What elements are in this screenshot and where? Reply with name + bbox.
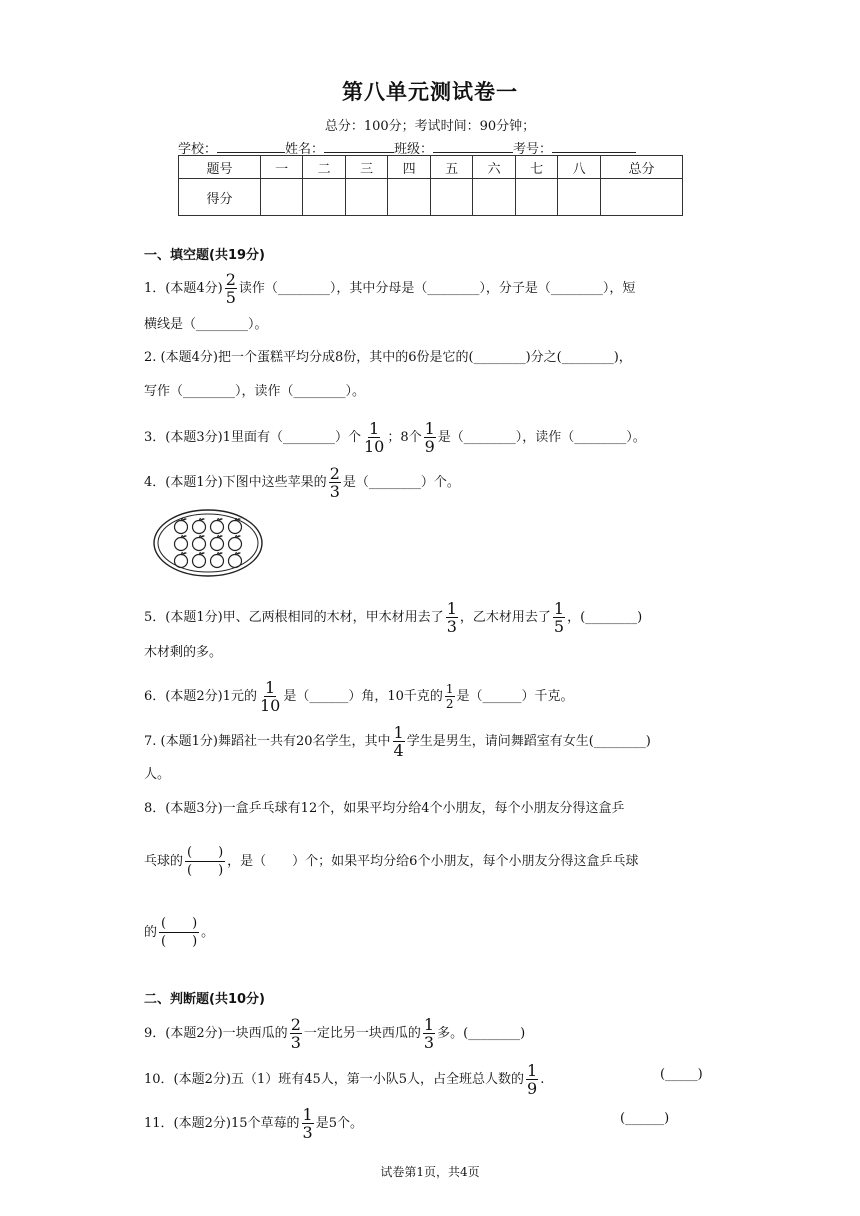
score-cell[interactable] bbox=[558, 179, 601, 216]
fraction bbox=[423, 1016, 435, 1051]
question-text: 是（______）角，10千克的 bbox=[283, 689, 443, 704]
question-text: ，乙木材用去了 bbox=[459, 610, 551, 625]
question-3 bbox=[144, 420, 646, 455]
apple-icon bbox=[211, 518, 224, 534]
fraction-numerator: 1 bbox=[445, 682, 454, 696]
question-text: 学生是男生，请问舞蹈室有女生(________) bbox=[406, 734, 651, 749]
question-text: 6．(本题2分)1元的 bbox=[144, 689, 257, 704]
score-table-score-row bbox=[179, 179, 683, 216]
fraction-numerator: 1 bbox=[393, 723, 404, 742]
fraction-denominator: 10 bbox=[259, 696, 281, 715]
question-text: . bbox=[540, 1072, 545, 1087]
question-7-line-1 bbox=[144, 724, 651, 759]
page-title: 第八单元测试卷一 bbox=[342, 80, 518, 104]
fraction-denominator: 5 bbox=[225, 288, 236, 307]
score-cell[interactable] bbox=[473, 179, 516, 216]
question-text: 是5个。 bbox=[315, 1116, 363, 1131]
apple-icon bbox=[193, 535, 206, 551]
table-cell: 三 bbox=[345, 156, 388, 179]
fraction-numerator: 1 bbox=[302, 1105, 313, 1124]
fraction-numerator: 1 bbox=[446, 599, 457, 618]
question-text: 9．(本题2分)一块西瓜的 bbox=[144, 1026, 288, 1041]
table-cell: 六 bbox=[473, 156, 516, 179]
apples-ellipse-inner bbox=[158, 514, 258, 572]
table-cell: 四 bbox=[388, 156, 431, 179]
fraction-denominator: 3 bbox=[302, 1123, 313, 1142]
fraction-denominator: 2 bbox=[445, 697, 454, 711]
table-cell: 一 bbox=[260, 156, 303, 179]
question-8-line-2 bbox=[144, 844, 638, 879]
fraction-blank[interactable] bbox=[185, 844, 225, 879]
fraction-numerator: 1 bbox=[265, 678, 276, 697]
question-7-line-2: 人。 bbox=[144, 767, 171, 782]
question-text: 是（______）千克。 bbox=[456, 689, 574, 704]
apple-icon bbox=[193, 518, 206, 534]
question-text: 11．(本题2分)15个草莓的 bbox=[144, 1116, 300, 1131]
fraction-denominator: 5 bbox=[553, 617, 565, 636]
name-label: 姓名： bbox=[285, 142, 325, 157]
question-2-line-1: 2. (本题4分)把一个蛋糕平均分成8份，其中的6份是它的(________)分之(________)， bbox=[144, 350, 632, 365]
fraction-denominator: 9 bbox=[424, 437, 435, 456]
question-8-line-3 bbox=[144, 915, 214, 950]
question-text: 一定比另一块西瓜的 bbox=[303, 1026, 421, 1041]
fraction bbox=[290, 1016, 302, 1051]
score-cell[interactable] bbox=[303, 179, 346, 216]
score-cell[interactable] bbox=[345, 179, 388, 216]
fraction bbox=[446, 600, 458, 635]
fraction bbox=[393, 724, 405, 759]
fraction-blank-denominator: ( ) bbox=[187, 863, 224, 878]
table-cell: 题号 bbox=[179, 156, 261, 179]
apple-icon bbox=[229, 535, 242, 551]
question-2-line-2: 写作（________），读作（________）。 bbox=[144, 384, 366, 399]
table-cell: 二 bbox=[303, 156, 346, 179]
fraction-denominator: 9 bbox=[527, 1079, 538, 1098]
table-cell: 八 bbox=[558, 156, 601, 179]
fraction-denominator: 3 bbox=[446, 617, 457, 636]
apple-icon bbox=[175, 535, 188, 551]
score-cell[interactable] bbox=[260, 179, 303, 216]
class-label: 班级： bbox=[394, 142, 434, 157]
question-text: 是（________）个。 bbox=[342, 475, 460, 490]
question-10-answer-blank[interactable]: (_____) bbox=[660, 1067, 703, 1082]
exam-no-blank bbox=[552, 140, 636, 153]
fraction bbox=[553, 600, 565, 635]
fraction-blank-numerator: ( ) bbox=[161, 916, 198, 931]
fraction-numerator: 2 bbox=[329, 464, 340, 483]
table-cell: 总分 bbox=[600, 156, 682, 179]
apple-icon bbox=[193, 552, 206, 568]
apple-icon bbox=[229, 552, 242, 568]
fraction-blank-numerator: ( ) bbox=[187, 845, 224, 860]
fraction bbox=[259, 679, 281, 714]
question-1-line-1 bbox=[144, 271, 635, 306]
school-blank bbox=[217, 140, 285, 153]
apple-icon bbox=[211, 535, 224, 551]
fraction bbox=[302, 1106, 314, 1141]
apple-grid bbox=[175, 518, 242, 568]
fraction-numerator: 1 bbox=[423, 1015, 435, 1034]
question-text: 的 bbox=[144, 925, 158, 940]
fraction bbox=[363, 420, 385, 455]
exam-info: 总分：100分；考试时间：90分钟； bbox=[324, 119, 536, 134]
question-text: ，是（ ）个；如果平均分给6个小朋友，每个小朋友分得这盒乒乓球 bbox=[227, 854, 639, 869]
apple-icon bbox=[211, 552, 224, 568]
question-text: 5．(本题1分)甲、乙两根相同的木材，甲木材用去了 bbox=[144, 610, 444, 625]
table-cell: 得分 bbox=[179, 179, 261, 216]
question-text: 多。(________) bbox=[437, 1026, 526, 1041]
score-table bbox=[178, 155, 683, 216]
page-footer: 试卷第1页，共4页 bbox=[380, 1165, 480, 1179]
fraction bbox=[526, 1062, 538, 1097]
question-text: ，(________) bbox=[567, 610, 643, 625]
fraction bbox=[225, 271, 237, 306]
question-text: 是（________），读作（________）。 bbox=[437, 430, 646, 445]
question-text: 读作（________），其中分母是（________），分子是（________），短 bbox=[238, 281, 636, 296]
question-5-line-1 bbox=[144, 600, 642, 635]
question-text: 乓球的 bbox=[144, 854, 184, 869]
fraction bbox=[424, 420, 436, 455]
question-11 bbox=[144, 1106, 363, 1141]
question-8-line-1: 8．(本题3分)一盒乒乓球有12个，如果平均分给4个小朋友，每个小朋友分得这盒乒 bbox=[144, 801, 625, 816]
question-10 bbox=[144, 1062, 544, 1097]
question-text: 4．(本题1分)下图中这些苹果的 bbox=[144, 475, 327, 490]
fraction-numerator: 1 bbox=[424, 419, 435, 438]
fraction-numerator: 1 bbox=[553, 599, 565, 618]
fraction bbox=[329, 465, 341, 500]
question-text: 3．(本题3分)1里面有（________）个 bbox=[144, 430, 361, 445]
exam-no-label: 考号： bbox=[513, 142, 553, 157]
fraction-denominator: 10 bbox=[363, 437, 385, 456]
score-cell[interactable] bbox=[600, 179, 682, 216]
question-4 bbox=[144, 465, 460, 500]
fraction-numerator: 2 bbox=[225, 270, 236, 289]
question-5-line-2: 木材剩的多。 bbox=[144, 645, 223, 660]
question-text: 7. (本题1分)舞蹈社一共有20名学生，其中 bbox=[144, 734, 391, 749]
question-1-line-2: 横线是（________）。 bbox=[144, 317, 268, 332]
class-blank bbox=[433, 140, 513, 153]
fraction-denominator: 3 bbox=[290, 1033, 301, 1052]
table-cell: 七 bbox=[515, 156, 558, 179]
apple-icon bbox=[175, 552, 188, 568]
question-9 bbox=[144, 1016, 525, 1051]
fraction-denominator: 4 bbox=[393, 741, 404, 760]
score-cell[interactable] bbox=[388, 179, 431, 216]
section-2-title: 二、判断题(共10分) bbox=[144, 992, 265, 1007]
question-6 bbox=[144, 679, 574, 714]
score-cell[interactable] bbox=[515, 179, 558, 216]
table-cell: 五 bbox=[430, 156, 473, 179]
fraction-numerator: 1 bbox=[527, 1061, 538, 1080]
school-label: 学校： bbox=[178, 142, 218, 157]
apples-figure bbox=[152, 508, 264, 578]
fraction-numerator: 2 bbox=[290, 1015, 301, 1034]
question-text: 10．(本题2分)五（1）班有45人，第一小队5人，占全班总人数的 bbox=[144, 1072, 525, 1087]
question-11-answer-blank[interactable]: (______) bbox=[620, 1111, 670, 1126]
fraction bbox=[445, 682, 455, 711]
question-text: ；8个 bbox=[387, 430, 422, 445]
fraction-numerator: 1 bbox=[369, 419, 380, 438]
fraction-denominator: 3 bbox=[329, 482, 340, 501]
question-text: 。 bbox=[201, 925, 215, 940]
fraction-blank-denominator: ( ) bbox=[161, 934, 198, 949]
apples-ellipse-outer bbox=[154, 510, 262, 576]
section-1-title: 一、填空题(共19分) bbox=[144, 248, 265, 263]
name-blank bbox=[324, 140, 394, 153]
question-text: 1．(本题4分) bbox=[144, 281, 223, 296]
fraction-denominator: 3 bbox=[423, 1033, 435, 1052]
score-cell[interactable] bbox=[430, 179, 473, 216]
fraction-blank[interactable] bbox=[159, 915, 199, 950]
score-table-header-row bbox=[179, 156, 683, 179]
